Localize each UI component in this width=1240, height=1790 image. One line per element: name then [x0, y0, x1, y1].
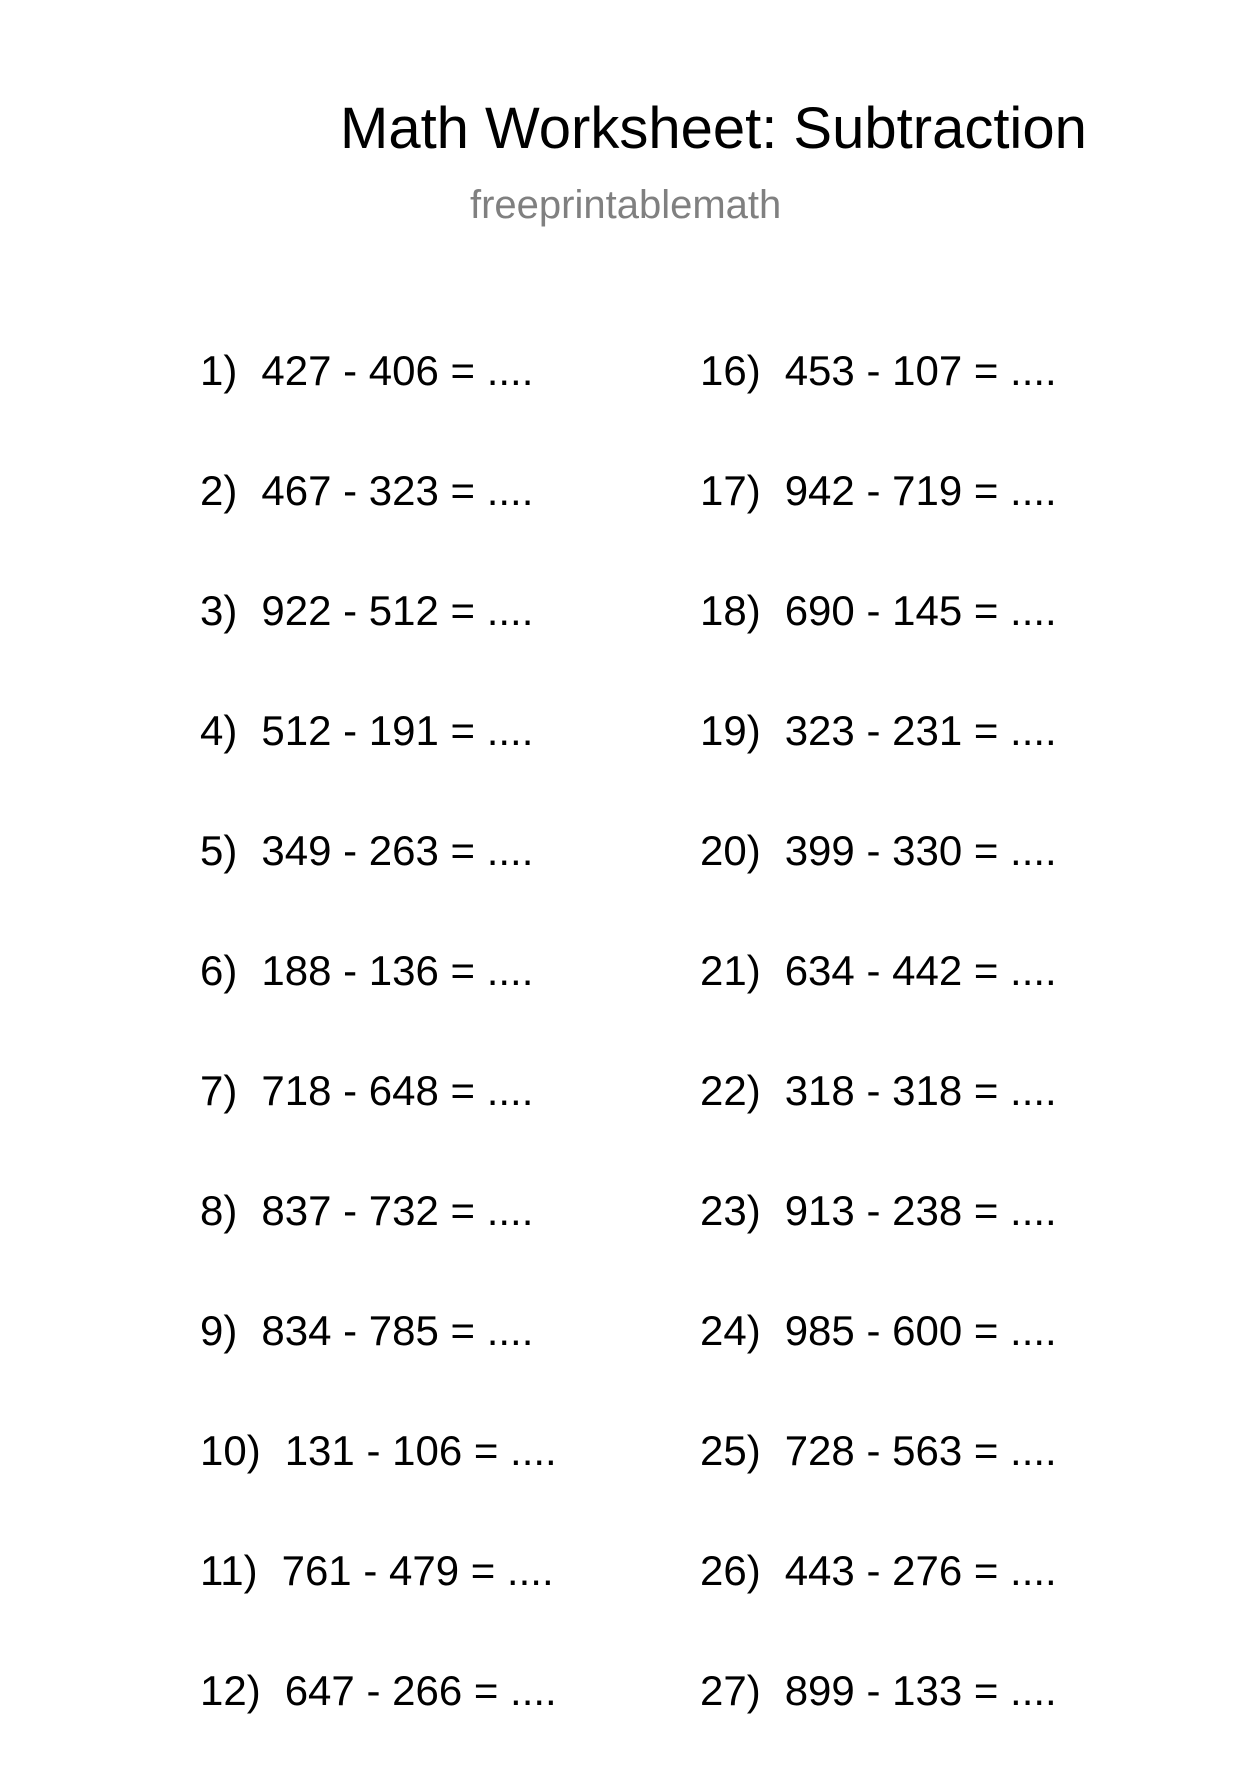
problem-number: 20) [700, 827, 761, 874]
problem-item [200, 347, 557, 470]
problem-item [200, 1307, 557, 1430]
problem-expression: 318 - 318 = .... [784, 1067, 1057, 1114]
problem-item [200, 1067, 557, 1190]
problem-item [200, 1187, 557, 1310]
problem-item [200, 467, 557, 590]
problem-expression: 837 - 732 = .... [261, 1187, 534, 1234]
page-subtitle: freeprintablemath [470, 183, 782, 227]
problem-item [700, 947, 1057, 1070]
problem-expression: 899 - 133 = .... [784, 1667, 1057, 1714]
problem-item [700, 347, 1057, 470]
problem-number: 3) [200, 587, 238, 634]
problem-item [700, 707, 1057, 830]
problem-number: 1) [200, 347, 238, 394]
problem-expression: 131 - 106 = .... [284, 1427, 557, 1474]
problems-column-right [700, 347, 1057, 1790]
problem-item [700, 1667, 1057, 1790]
problem-number: 10) [200, 1427, 261, 1474]
problem-item [700, 1187, 1057, 1310]
problem-expression: 647 - 266 = .... [284, 1667, 557, 1714]
problem-expression: 913 - 238 = .... [784, 1187, 1057, 1234]
problem-number: 6) [200, 947, 238, 994]
problem-expression: 427 - 406 = .... [261, 347, 534, 394]
problem-expression: 399 - 330 = .... [784, 827, 1057, 874]
problem-item [200, 1667, 557, 1790]
problem-item [200, 707, 557, 830]
problem-item [200, 1427, 557, 1550]
problem-expression: 942 - 719 = .... [784, 467, 1057, 514]
problem-number: 7) [200, 1067, 238, 1114]
problem-number: 5) [200, 827, 238, 874]
problem-expression: 453 - 107 = .... [784, 347, 1057, 394]
problem-number: 9) [200, 1307, 238, 1354]
problem-number: 24) [700, 1307, 761, 1354]
problem-expression: 467 - 323 = .... [261, 467, 534, 514]
problem-item [200, 587, 557, 710]
problem-expression: 349 - 263 = .... [261, 827, 534, 874]
problem-expression: 728 - 563 = .... [784, 1427, 1057, 1474]
problem-item [700, 587, 1057, 710]
problem-item [700, 1547, 1057, 1670]
problem-number: 25) [700, 1427, 761, 1474]
problem-number: 12) [200, 1667, 261, 1714]
problem-expression: 985 - 600 = .... [784, 1307, 1057, 1354]
problem-expression: 443 - 276 = .... [784, 1547, 1057, 1594]
problem-item [200, 947, 557, 1070]
problem-number: 8) [200, 1187, 238, 1234]
problem-item [700, 467, 1057, 590]
problem-number: 22) [700, 1067, 761, 1114]
problem-item [200, 1547, 557, 1670]
page-title: Math Worksheet: Subtraction [340, 96, 1087, 161]
problem-expression: 834 - 785 = .... [261, 1307, 534, 1354]
problem-item [700, 1427, 1057, 1550]
problem-item [700, 1307, 1057, 1430]
problem-expression: 718 - 648 = .... [261, 1067, 534, 1114]
problem-number: 27) [700, 1667, 761, 1714]
problem-number: 21) [700, 947, 761, 994]
problem-number: 17) [700, 467, 761, 514]
problem-expression: 922 - 512 = .... [261, 587, 534, 634]
problem-item [200, 827, 557, 950]
problem-number: 23) [700, 1187, 761, 1234]
problem-expression: 323 - 231 = .... [784, 707, 1057, 754]
problem-number: 11) [200, 1547, 258, 1594]
problem-number: 4) [200, 707, 238, 754]
problem-number: 16) [700, 347, 761, 394]
problem-number: 26) [700, 1547, 761, 1594]
problems-column-left [200, 347, 557, 1790]
problem-number: 18) [700, 587, 761, 634]
problem-number: 2) [200, 467, 238, 514]
problem-expression: 690 - 145 = .... [784, 587, 1057, 634]
problem-expression: 761 - 479 = .... [281, 1547, 554, 1594]
problem-item [700, 827, 1057, 950]
problem-number: 19) [700, 707, 761, 754]
problem-expression: 188 - 136 = .... [261, 947, 534, 994]
problem-item [700, 1067, 1057, 1190]
problem-expression: 634 - 442 = .... [784, 947, 1057, 994]
problem-expression: 512 - 191 = .... [261, 707, 534, 754]
